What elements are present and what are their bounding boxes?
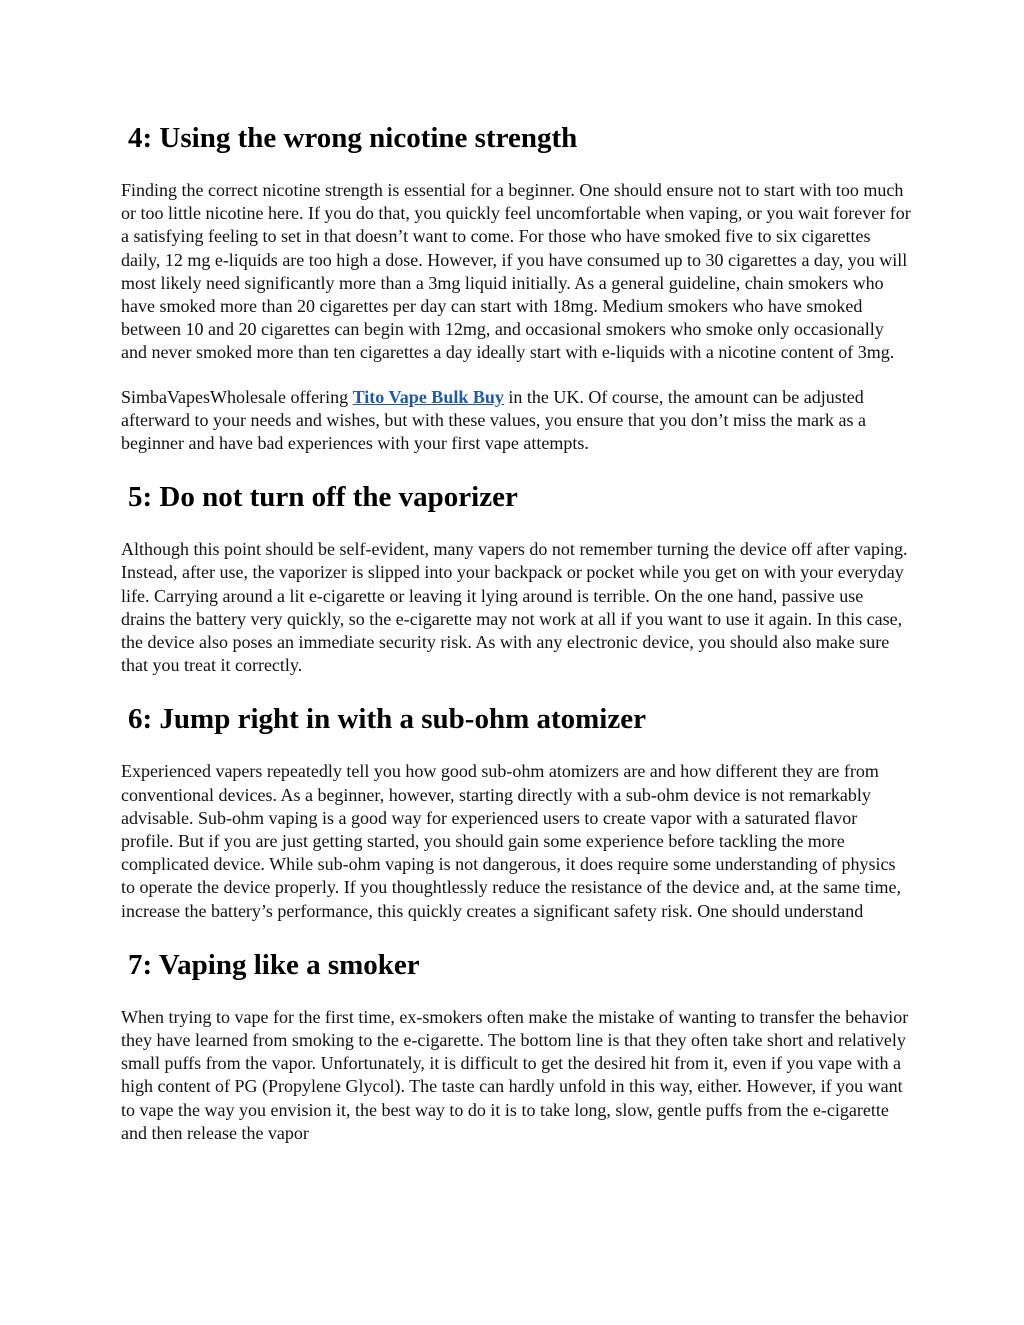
paragraph-vaping-like-smoker: When trying to vape for the first time, ex-smokers often make the mistake of wanting to transfer the behavior they have learned from smoking to the e-cigarette. The bottom line is that they often take short and relatively small puffs from the vapor. Unfortunately, it is difficult to get the desired hit from it, even if you vape with a high content of PG (Propylene Glycol). The taste can hardly unfold in this way, either. However, if you want to vape the way you envision it, the best way to do it is to take long, slow, gentle puffs from the e-cigarette and then release the vapor [121,1006,909,1143]
heading-section-4: 4: Using the wrong nicotine strength [128,122,578,154]
wholesale-text-after: in the UK. Of course, the amount can be adjusted afterward to your needs and wishes, but with these values, you ensure that you don’t miss the mark as a beginner and have bad experiences with your first vape attempts. [121,386,866,454]
heading-section-7: 7: Vaping like a smoker [128,948,420,981]
heading-section-5: 5: Do not turn off the vaporizer [128,481,518,514]
paragraph-turn-off-vaporizer: Although this point should be self-evident, many vapers do not remember turning the device off after vaping. Instead, after use, the vaporizer is slipped into your backpack or pocket while you get on with your everyday life. Carrying around a lit e-cigarette or leaving it lying around is terrible. On the one hand, passive use drains the battery very quickly, so the e-cigarette may not work at all if you want to use it again. In this case, the device also poses an immediate security risk. As with any electronic device, you should also make sure that you treat it correctly. [121,539,908,676]
paragraph-wholesale [121,386,911,456]
tito-vape-bulk-buy-link[interactable]: Tito Vape Bulk Buy [352,386,504,407]
heading-section-6: 6: Jump right in with a sub-ohm atomizer [128,703,646,736]
document-body [121,118,911,1145]
paragraph-sub-ohm: Experienced vapers repeatedly tell you how good sub-ohm atomizers are and how different they are from conventional devices. As a beginner, however, starting directly with a sub-ohm device is not remarkably advisable. Sub-ohm vaping is a good way for experienced users to create vapor with a saturated flavor profile. But if you are just getting started, you should gain some experience before tackling the more complicated device. While sub-ohm vaping is not dangerous, it does require some understanding of physics to operate the device properly. If you thoughtlessly reduce the resistance of the device and, at the same time, increase the battery’s performance, this quickly creates a significant safety risk. One should understand [121,761,902,921]
wholesale-text-before: SimbaVapesWholesale offering [121,386,353,407]
paragraph-nicotine-strength: Finding the correct nicotine strength is essential for a beginner. One should ensure not to start with too much or too little nicotine here. If you do that, you quickly feel uncomfortable when vaping, or you wait forever for a satisfying feeling to set in that doesn’t want to come. For those who have smoked five to six cigarettes daily, 12 mg e-liquids are too high a dose. However, if you have consumed up to 30 cigarettes a day, you will most likely need significantly more than a 3mg liquid initially. As a general guideline, chain smokers who have smoked more than 20 cigarettes per day can start with 18mg. Medium smokers who have smoked between 10 and 20 cigarettes can begin with 12mg, and occasional smokers who smoke only occasionally and never smoked more than ten cigarettes a day ideally start with e-liquids with a nicotine content of 3mg. [121,180,911,363]
